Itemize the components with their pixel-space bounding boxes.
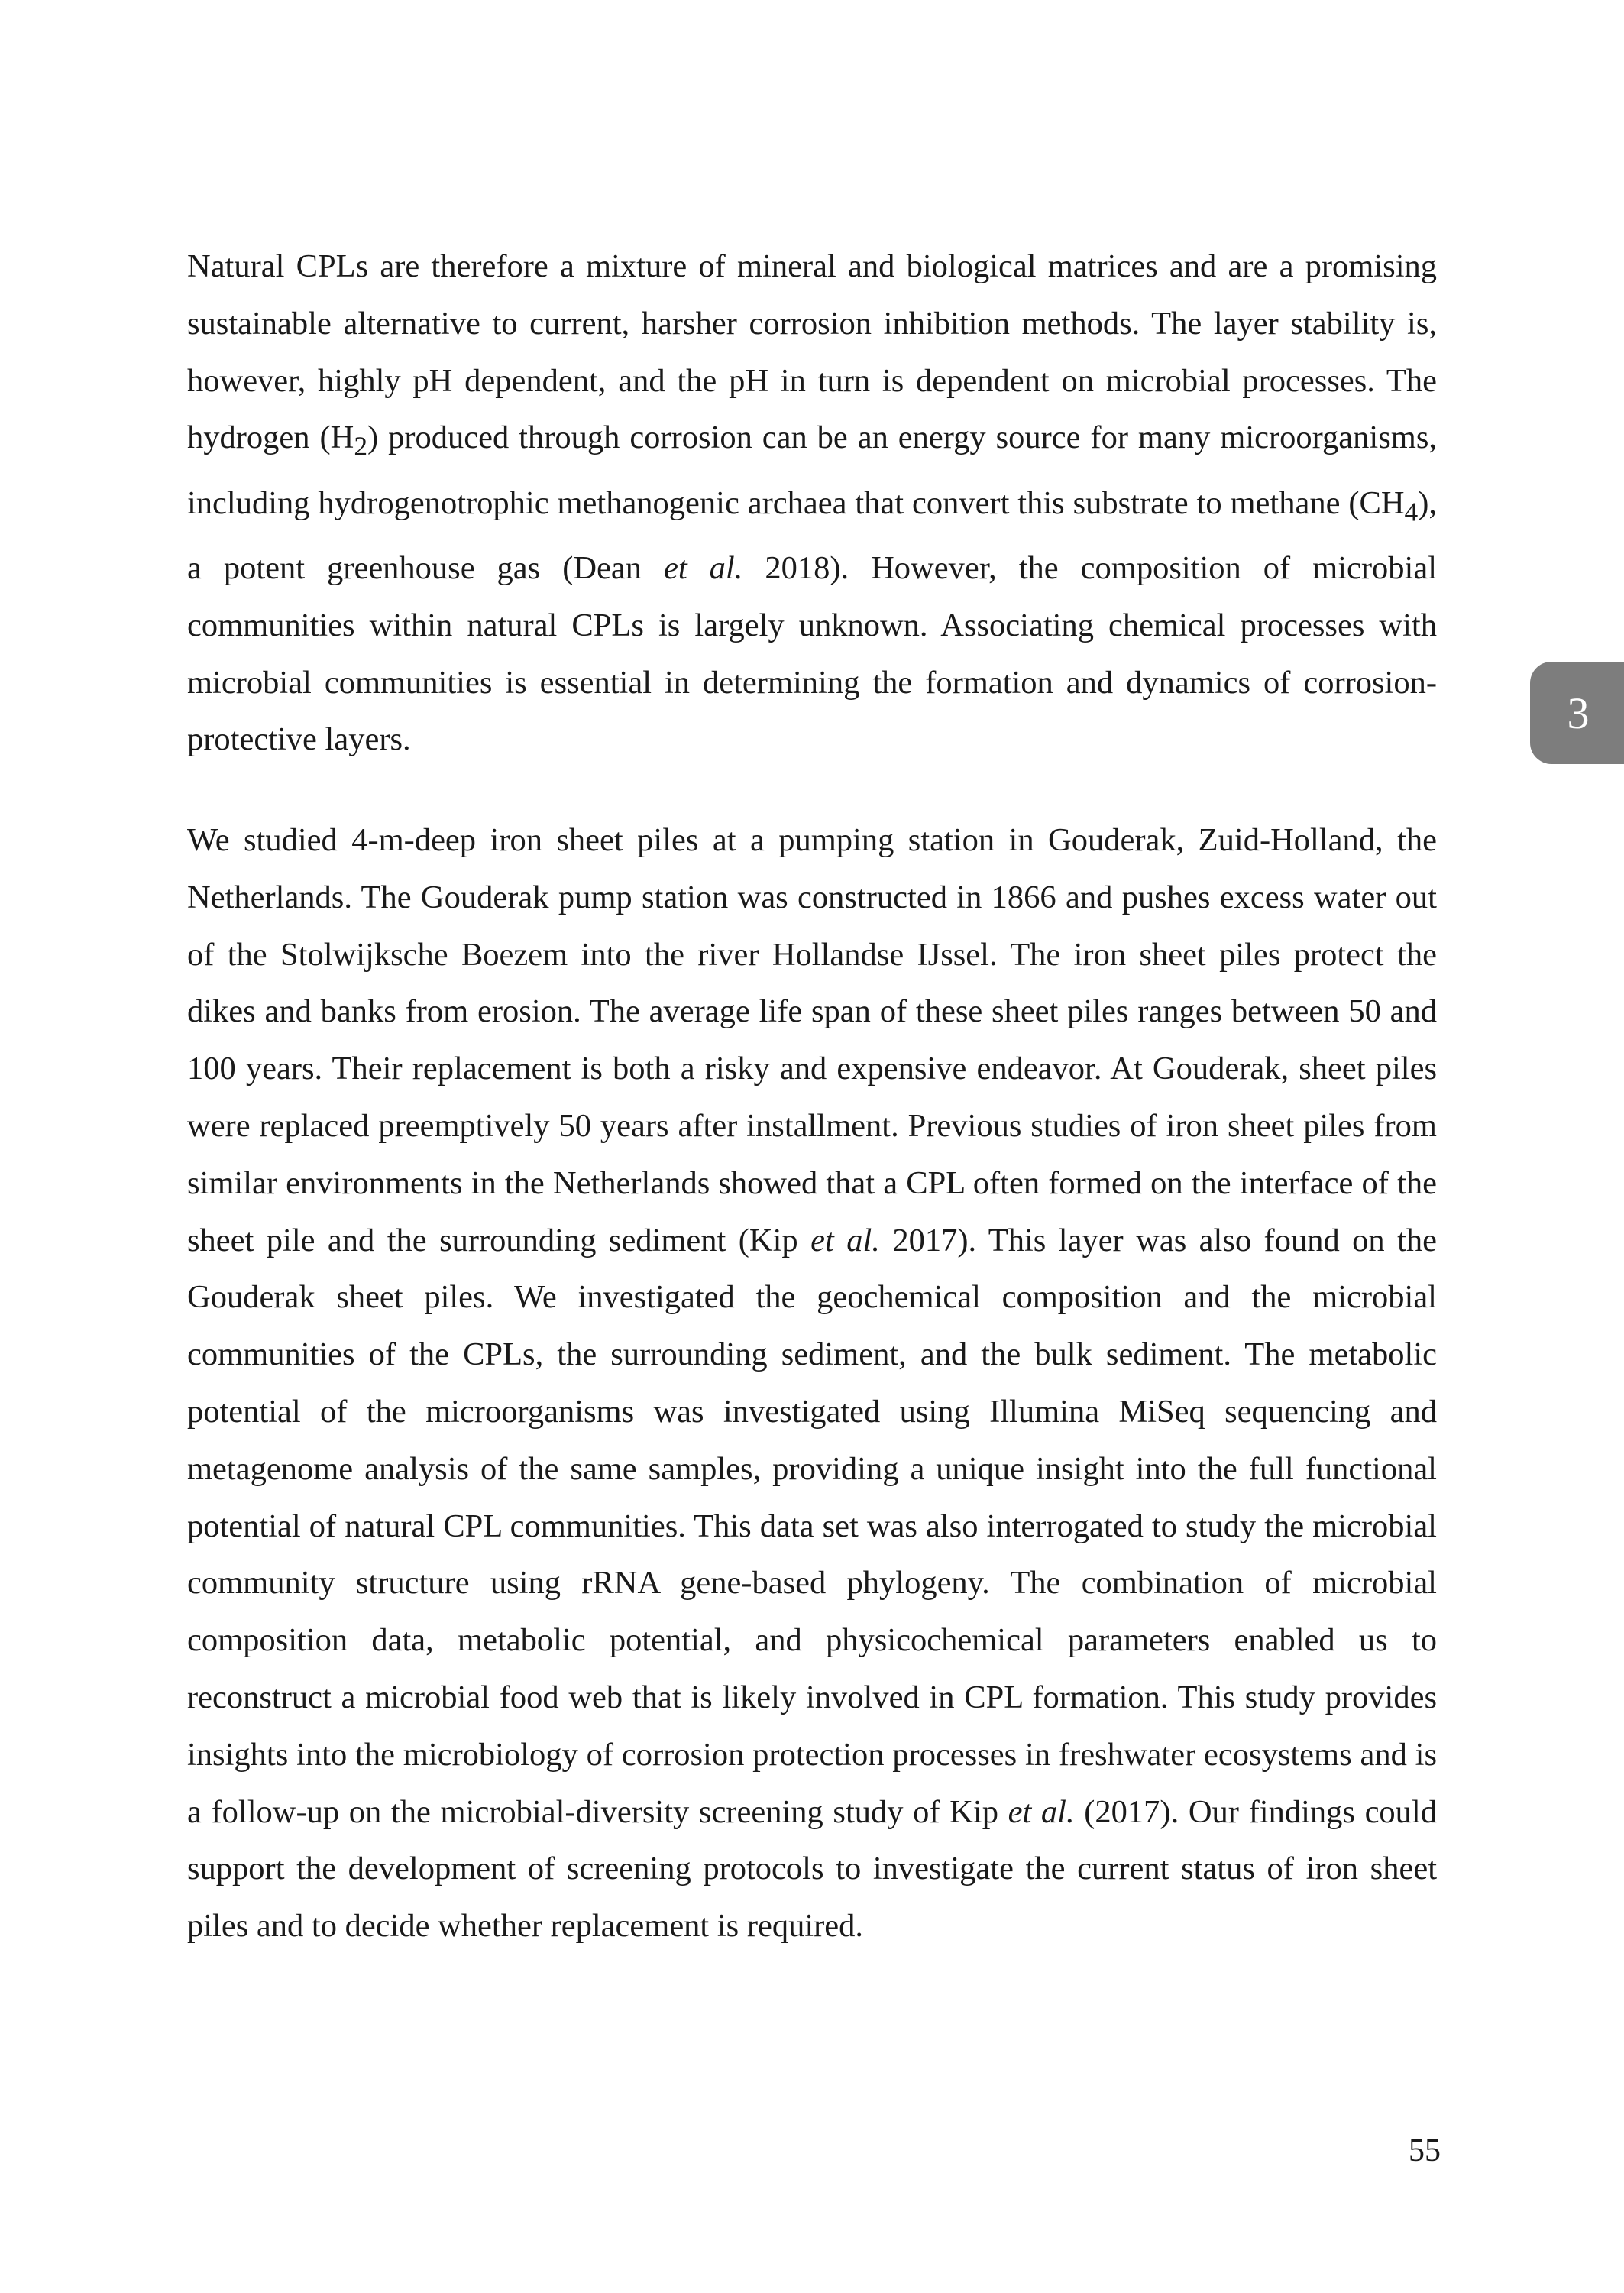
text-segment: ), a potent greenhouse gas (Dean: [187, 484, 1437, 586]
text-segment: We studied 4-m-deep iron sheet piles at a pumping station in Gouderak, Zuid-Holland, the Netherlands. The Gouderak pump station was constructed in 1866 and pushes excess water out of the Stolwijksche Boezem into the river Hollandse IJssel. The iron sheet piles protect the dikes and banks from erosion. The average life span of these sheet piles ranges between 50 and 100 years. Their replacement is both a risky and expensive endeavor. At Gouderak, sheet piles were replaced preemptively 50 years after installment. Previous studies of iron sheet piles from similar environments in the Netherlands showed that a CPL often formed on the interface of the sheet pile and the surrounding sediment (Kip: [187, 822, 1437, 1258]
text-segment: 2017). This layer was also found on the Gouderak sheet piles. We investigated the geochemical composition and the microbial communities of the CPLs, the surrounding sediment, and the bulk sediment. The metabolic potential of the microorganisms was investigated using Illumina MiSeq sequencing and metagenome analysis of the same samples, providing a unique insight into the full functional potential of natural CPL communities. This data set was also interrogated to study the microbial community structure using rRNA gene-based phylogeny. The combination of microbial composition data, metabolic potential, and physicochemical parameters enabled us to reconstruct a microbial food web that is likely involved in CPL formation. This study provides insights into the microbiology of corrosion protection processes in freshwater ecosystems and is a follow-up on the microbial-diversity screening study of Kip: [187, 1222, 1437, 1830]
text-segment: (2017). Our findings could support the development of screening protocols to investigate the current status of iron sheet piles and to decide whether replacement is required.: [187, 1793, 1437, 1945]
subscript: 2: [354, 430, 368, 462]
subscript: 4: [1404, 496, 1419, 527]
citation-italic: et al.: [1008, 1793, 1075, 1830]
text-segment: 2018). However, the composition of microbial communities within natural CPLs is largely unknown. Associating chemical processes with microbial communities is essential in determining the formation and dynamics of corrosion-protective layers.: [187, 549, 1437, 758]
body-paragraph-2: [187, 812, 1437, 1955]
body-paragraph-1: [187, 238, 1437, 769]
text-segment: Natural CPLs are therefore a mixture of mineral and biological matrices and are a promising sustainable alternative to current, harsher corrosion inhibition methods. The layer stability is, however, highly pH dependent, and the pH in turn is dependent on microbial processes. The hydrogen (H: [187, 248, 1437, 456]
page-number: 55: [1409, 2133, 1441, 2168]
chapter-number: 3: [1567, 688, 1590, 738]
chapter-tab: [1530, 662, 1624, 764]
citation-italic: et al.: [810, 1222, 880, 1258]
citation-italic: et al.: [664, 549, 743, 586]
text-segment: ) produced through corrosion can be an energy source for many microorganisms, including hydrogenotrophic methanogenic archaea that convert this substrate to methane (CH: [187, 419, 1437, 521]
